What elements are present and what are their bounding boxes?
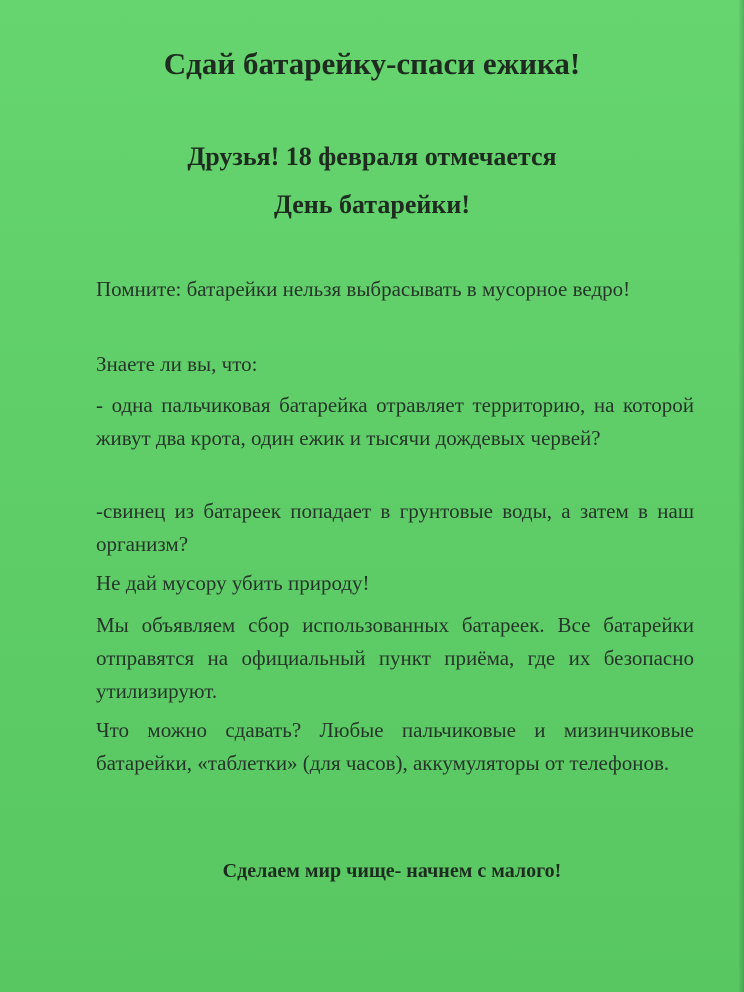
- poster-subtitle-line2: День батарейки!: [274, 190, 470, 219]
- paragraph-did-you-know: Знаете ли вы, что:: [96, 352, 258, 376]
- paragraph-slogan: Не дай мусору убить природу!: [96, 571, 370, 595]
- paragraph-what-to-hand-in: Что можно сдавать? Любые пальчиковые и мизинчиковые батарейки, «таблетки» (для часов), аккумуляторы от телефонов.: [96, 718, 694, 775]
- poster-title: Сдай батарейку-спаси ежика!: [163, 46, 581, 81]
- poster-footer: Сделаем мир чище- начнем с малого!: [222, 860, 562, 882]
- paragraph-reminder: Помните: батарейки нельзя выбрасывать в мусорное ведро!: [96, 277, 631, 301]
- poster-subtitle-line1: Друзья! 18 февраля отмечается: [187, 142, 557, 171]
- paragraph-fact-one: - одна пальчиковая батарейка отравляет территорию, на которой живут два крота, один ежик и тысячи дождевых червей?: [96, 393, 694, 450]
- paragraph-collection: Мы объявляем сбор использованных батареек. Все батарейки отправятся на официальный пункт приёма, где их безопасно утилизируют.: [96, 613, 694, 703]
- paragraph-fact-two: -свинец из батареек попадает в грунтовые воды, а затем в наш организм?: [96, 499, 694, 556]
